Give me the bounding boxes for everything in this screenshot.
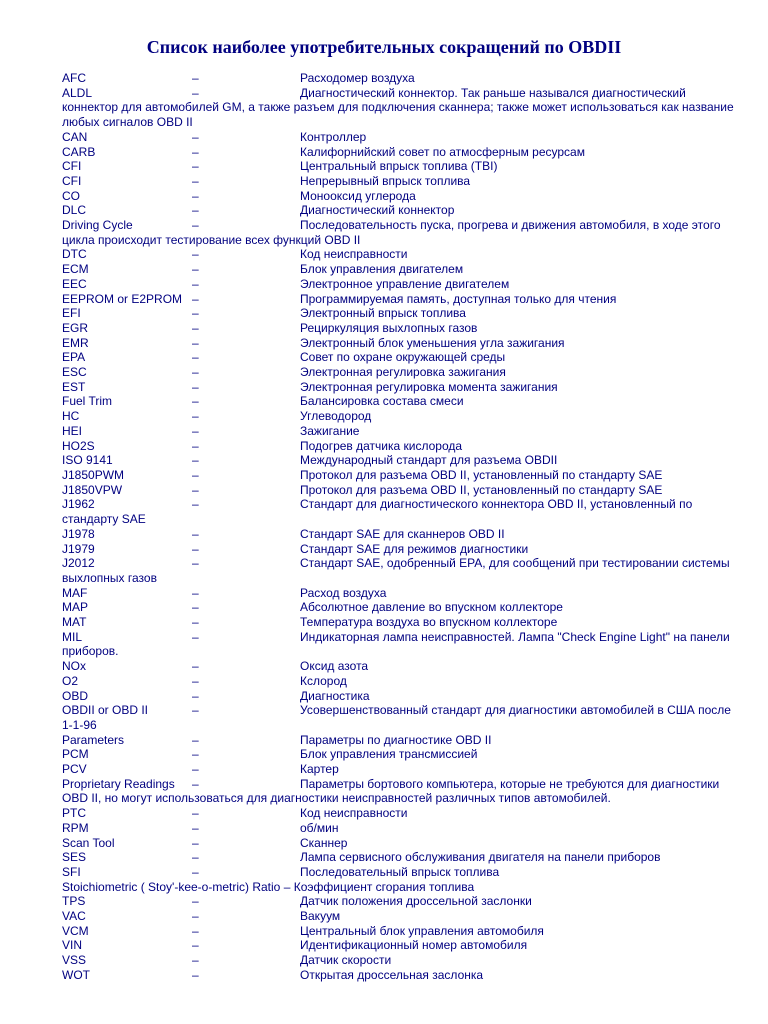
list-item [62, 747, 742, 762]
abbreviation-description: Стандарт для диагностического коннектора OBD II, установленный по стандарту SAE [62, 497, 693, 527]
separator-dash: – [192, 850, 199, 865]
separator-dash: – [192, 747, 199, 762]
separator-dash: – [192, 556, 199, 571]
list-item [62, 453, 742, 468]
abbreviation-term: WOT [62, 967, 90, 982]
list-item [62, 850, 742, 865]
abbreviation-description: Коэффициент сгорания топлива [293, 879, 475, 894]
list-item [62, 394, 742, 409]
abbreviation-description: Электронная регулировка зажигания [300, 365, 506, 380]
separator-dash: – [192, 423, 199, 438]
abbreviation-description: Вакуум [300, 909, 341, 924]
list-item [62, 350, 742, 365]
abbreviation-term: J1962 [62, 497, 95, 512]
abbreviation-term: Stoichiometric ( Stoy'-kee-o-metric) Ratio [62, 879, 281, 894]
list-item [62, 556, 742, 585]
abbreviation-description: Усовершенствованный стандарт для диагностики автомобилей в США после 1-1-96 [62, 703, 731, 732]
abbreviation-term: OBDII or OBD II [62, 703, 149, 718]
abbreviation-description: Электронный впрыск топлива [300, 306, 466, 321]
abbreviation-description: Электронное управление двигателем [300, 276, 510, 291]
abbreviation-term: J2012 [62, 556, 95, 571]
abbreviation-term: Parameters [62, 732, 125, 747]
abbreviation-term: SES [62, 850, 87, 865]
abbreviation-term: HC [62, 409, 80, 424]
abbreviation-term: VIN [62, 938, 83, 953]
abbreviation-description: Параметры бортового компьютера, которые не требуются для диагностики OBD II, но могут использоваться для диагностики неисправностей различных типов автомобилей. [62, 776, 720, 806]
list-item [62, 953, 742, 968]
separator-dash: – [192, 864, 199, 879]
abbreviation-term: ECM [62, 262, 89, 277]
abbreviation-term: VSS [62, 953, 87, 968]
abbreviation-description: Центральный блок управления автомобиля [300, 923, 544, 938]
abbreviation-term: J1850PWM [62, 467, 125, 482]
abbreviation-term: EPA [62, 350, 86, 365]
abbreviation-term: AFC [62, 71, 86, 85]
abbreviation-description: Абсолютное давление во впускном коллекторе [300, 600, 563, 615]
abbreviation-description: Балансировка состава смеси [300, 394, 464, 409]
separator-dash: – [192, 659, 199, 674]
separator-dash: – [192, 335, 199, 350]
list-item [62, 203, 742, 218]
abbreviation-term: ALDL [62, 85, 93, 100]
separator-dash: – [192, 188, 199, 203]
abbreviation-list [62, 71, 742, 983]
separator-dash: – [192, 218, 199, 233]
abbreviation-term: J1850VPW [62, 482, 123, 497]
abbreviation-description: Стандарт SAE для режимов диагностики [300, 541, 529, 556]
list-item [62, 424, 742, 439]
separator-dash: – [192, 379, 199, 394]
list-item [62, 159, 742, 174]
abbreviation-description: Калифорнийский совет по атмосферным ресурсам [300, 144, 585, 159]
abbreviation-description: Кслород [300, 673, 347, 688]
list-item [62, 71, 742, 86]
abbreviation-term: J1978 [62, 526, 95, 541]
abbreviation-term: HEI [62, 423, 83, 438]
abbreviation-term: CFI [62, 173, 82, 188]
abbreviation-description: Лампа сервисного обслуживания двигателя на панели приборов [300, 850, 661, 865]
abbreviation-description: Диагностика [300, 688, 370, 703]
abbreviation-description: Электронный блок уменьшения угла зажигания [300, 335, 565, 350]
separator-dash: – [192, 629, 199, 644]
list-item [62, 806, 742, 821]
list-item [62, 542, 742, 557]
abbreviation-term: NOx [62, 659, 86, 674]
abbreviation-description: Международный стандарт для разъема OBDII [300, 453, 558, 468]
abbreviation-description: Программируемая память, доступная только для чтения [300, 291, 617, 306]
list-item [62, 836, 742, 851]
abbreviation-term: CFI [62, 159, 82, 174]
separator-dash: – [192, 923, 199, 938]
abbreviation-term: VCM [62, 923, 89, 938]
separator-dash: – [192, 438, 199, 453]
separator-dash: – [192, 953, 199, 968]
separator-dash: – [192, 600, 199, 615]
abbreviation-description: Индикаторная лампа неисправностей. Лампа "Check Engine Light" на панели приборов. [62, 629, 730, 659]
separator-dash: – [192, 453, 199, 468]
abbreviation-description: Рециркуляция выхлопных газов [300, 320, 478, 335]
abbreviation-term: O2 [62, 673, 79, 688]
list-item [62, 674, 742, 689]
abbreviation-term: EMR [62, 335, 89, 350]
list-item [62, 777, 742, 806]
abbreviation-term: MAF [62, 585, 88, 600]
abbreviation-term: HO2S [62, 438, 95, 453]
list-item [62, 865, 742, 880]
list-item [62, 439, 742, 454]
abbreviation-description: Датчик положения дроссельной заслонки [300, 894, 532, 909]
separator-dash: – [192, 262, 199, 277]
separator-dash: – [192, 173, 199, 188]
separator-dash: – [192, 467, 199, 482]
separator-dash: – [192, 365, 199, 380]
abbreviation-term: EGR [62, 320, 89, 335]
list-item [62, 247, 742, 262]
abbreviation-description: Центральный впрыск топлива (TBI) [300, 159, 498, 174]
abbreviation-term: CO [62, 188, 80, 203]
list-item [62, 762, 742, 777]
abbreviation-description: Зажигание [300, 423, 360, 438]
list-item [62, 336, 742, 351]
list-item [62, 909, 742, 924]
abbreviation-term: PTC [62, 806, 86, 821]
separator-dash: – [192, 776, 199, 791]
abbreviation-description: Последовательность пуска, прогрева и движения автомобиля, в ходе этого цикла происходит тестирование всех функций OBD II [62, 218, 721, 247]
list-item [62, 615, 742, 630]
separator-dash: – [192, 938, 199, 953]
separator-dash: – [192, 144, 199, 159]
abbreviation-description: Протокол для разъема OBD II, установленный по стандарту SAE [300, 467, 663, 482]
separator-dash: – [192, 673, 199, 688]
abbreviation-description: Стандарт SAE для сканнеров OBD II [300, 526, 505, 541]
list-item [62, 894, 742, 909]
abbreviation-term: CARB [62, 144, 96, 159]
abbreviation-description: Параметры по диагностике OBD II [300, 732, 492, 747]
list-item [62, 145, 742, 160]
separator-dash: – [192, 482, 199, 497]
list-item [62, 189, 742, 204]
separator-dash: – [192, 159, 199, 174]
list-item [62, 600, 742, 615]
separator-dash: – [192, 909, 199, 924]
separator-dash: – [192, 85, 199, 100]
abbreviation-term: PCM [62, 747, 89, 762]
abbreviation-description: Стандарт SAE, одобренный EPA, для сообщений при тестировании системы выхлопных газов [62, 556, 730, 585]
abbreviation-term: CAN [62, 129, 88, 144]
separator-dash: – [192, 541, 199, 556]
abbreviation-description: Датчик скорости [300, 953, 392, 968]
abbreviation-description: Код неисправности [300, 247, 408, 262]
separator-dash: – [192, 894, 199, 909]
list-item [62, 86, 742, 130]
abbreviation-term: J1979 [62, 541, 95, 556]
list-item [62, 880, 742, 895]
separator-dash: – [192, 320, 199, 335]
separator-dash: – [192, 615, 199, 630]
abbreviation-term: SFI [62, 864, 81, 879]
abbreviation-description: Последовательный впрыск топлива [300, 864, 500, 879]
separator-dash: – [192, 835, 199, 850]
abbreviation-description: Подогрев датчика кислорода [300, 438, 463, 453]
abbreviation-term: Fuel Trim [62, 394, 113, 409]
separator-dash: – [192, 409, 199, 424]
list-item [62, 292, 742, 307]
abbreviation-description: Блок управления двигателем [300, 262, 464, 277]
abbreviation-description: Монооксид углерода [300, 188, 416, 203]
separator-dash: – [192, 820, 199, 835]
abbreviation-term: MAP [62, 600, 89, 615]
list-item [62, 938, 742, 953]
abbreviation-description: Температура воздуха во впускном коллекторе [300, 615, 558, 630]
abbreviation-term: DLC [62, 203, 87, 218]
abbreviation-description: Идентификационный номер автомобиля [300, 938, 528, 953]
abbreviation-description: Контроллер [300, 129, 367, 144]
list-item [62, 468, 742, 483]
abbreviation-term: EEPROM or E2PROM [62, 291, 183, 306]
list-item [62, 277, 742, 292]
abbreviation-term: ISO 9141 [62, 453, 113, 468]
separator-dash: – [192, 732, 199, 747]
separator-dash: – [192, 703, 199, 718]
separator-dash: – [192, 71, 199, 85]
abbreviation-term: DTC [62, 247, 87, 262]
separator-dash: – [283, 879, 291, 894]
separator-dash: – [192, 306, 199, 321]
abbreviation-description: об/мин [300, 820, 339, 835]
abbreviation-term: Scan Tool [62, 835, 115, 850]
list-item [62, 380, 742, 395]
list-item [62, 497, 742, 526]
separator-dash: – [192, 276, 199, 291]
abbreviation-term: VAC [62, 909, 86, 924]
list-item [62, 527, 742, 542]
list-item [62, 703, 742, 732]
list-item [62, 365, 742, 380]
abbreviation-description: Открытая дроссельная заслонка [300, 967, 484, 982]
separator-dash: – [192, 203, 199, 218]
abbreviation-description: Оксид азота [300, 659, 369, 674]
abbreviation-description: Совет по охране окружающей среды [300, 350, 506, 365]
abbreviation-term: EST [62, 379, 86, 394]
abbreviation-term: Driving Cycle [62, 218, 133, 233]
separator-dash: – [192, 497, 199, 512]
list-item [62, 821, 742, 836]
abbreviation-term: MAT [62, 615, 87, 630]
separator-dash: – [192, 247, 199, 262]
list-item [62, 218, 742, 247]
list-item [62, 689, 742, 704]
abbreviation-description: Углеводород [300, 409, 372, 424]
page-title: Список наиболее употребительных сокращений по OBDII [146, 37, 622, 57]
abbreviation-description: Расходомер воздуха [300, 71, 415, 85]
list-item [62, 321, 742, 336]
abbreviation-description: Расход воздуха [300, 585, 387, 600]
list-item [62, 733, 742, 748]
abbreviation-description: Электронная регулировка момента зажигания [300, 379, 558, 394]
abbreviation-description: Код неисправности [300, 806, 408, 821]
separator-dash: – [192, 762, 199, 777]
separator-dash: – [192, 688, 199, 703]
separator-dash: – [192, 585, 199, 600]
abbreviation-description: Протокол для разъема OBD II, установленный по стандарту SAE [300, 482, 663, 497]
abbreviation-term: PCV [62, 762, 87, 777]
list-item [62, 630, 742, 659]
list-item [62, 924, 742, 939]
abbreviation-description: Диагностический коннектор. Так раньше назывался диагностический коннектор для автомобилей GM, а также разъем для подключения сканнера; также может использоваться как название любых сигналов OBD II [62, 85, 734, 130]
abbreviation-term: RPM [62, 820, 89, 835]
abbreviation-term: MIL [62, 629, 83, 644]
list-item [62, 968, 742, 983]
list-item [62, 306, 742, 321]
abbreviation-term: Proprietary Readings [62, 776, 175, 791]
separator-dash: – [192, 526, 199, 541]
list-item [62, 262, 742, 277]
abbreviation-term: EFI [62, 306, 81, 321]
separator-dash: – [192, 806, 199, 821]
list-item [62, 409, 742, 424]
separator-dash: – [192, 129, 199, 144]
abbreviation-description: Непрерывный впрыск топлива [300, 173, 471, 188]
abbreviation-description: Диагностический коннектор [300, 203, 455, 218]
abbreviation-term: EEC [62, 276, 87, 291]
separator-dash: – [192, 967, 199, 982]
abbreviation-description: Сканнер [300, 835, 348, 850]
list-item [62, 586, 742, 601]
list-item [62, 659, 742, 674]
list-item [62, 130, 742, 145]
separator-dash: – [192, 291, 199, 306]
separator-dash: – [192, 350, 199, 365]
abbreviation-description: Блок управления трансмиссией [300, 747, 478, 762]
abbreviation-term: ESC [62, 365, 87, 380]
abbreviation-description: Картер [300, 762, 339, 777]
list-item [62, 483, 742, 498]
separator-dash: – [192, 394, 199, 409]
abbreviation-term: TPS [62, 894, 86, 909]
abbreviation-term: OBD [62, 688, 89, 703]
list-item [62, 174, 742, 189]
